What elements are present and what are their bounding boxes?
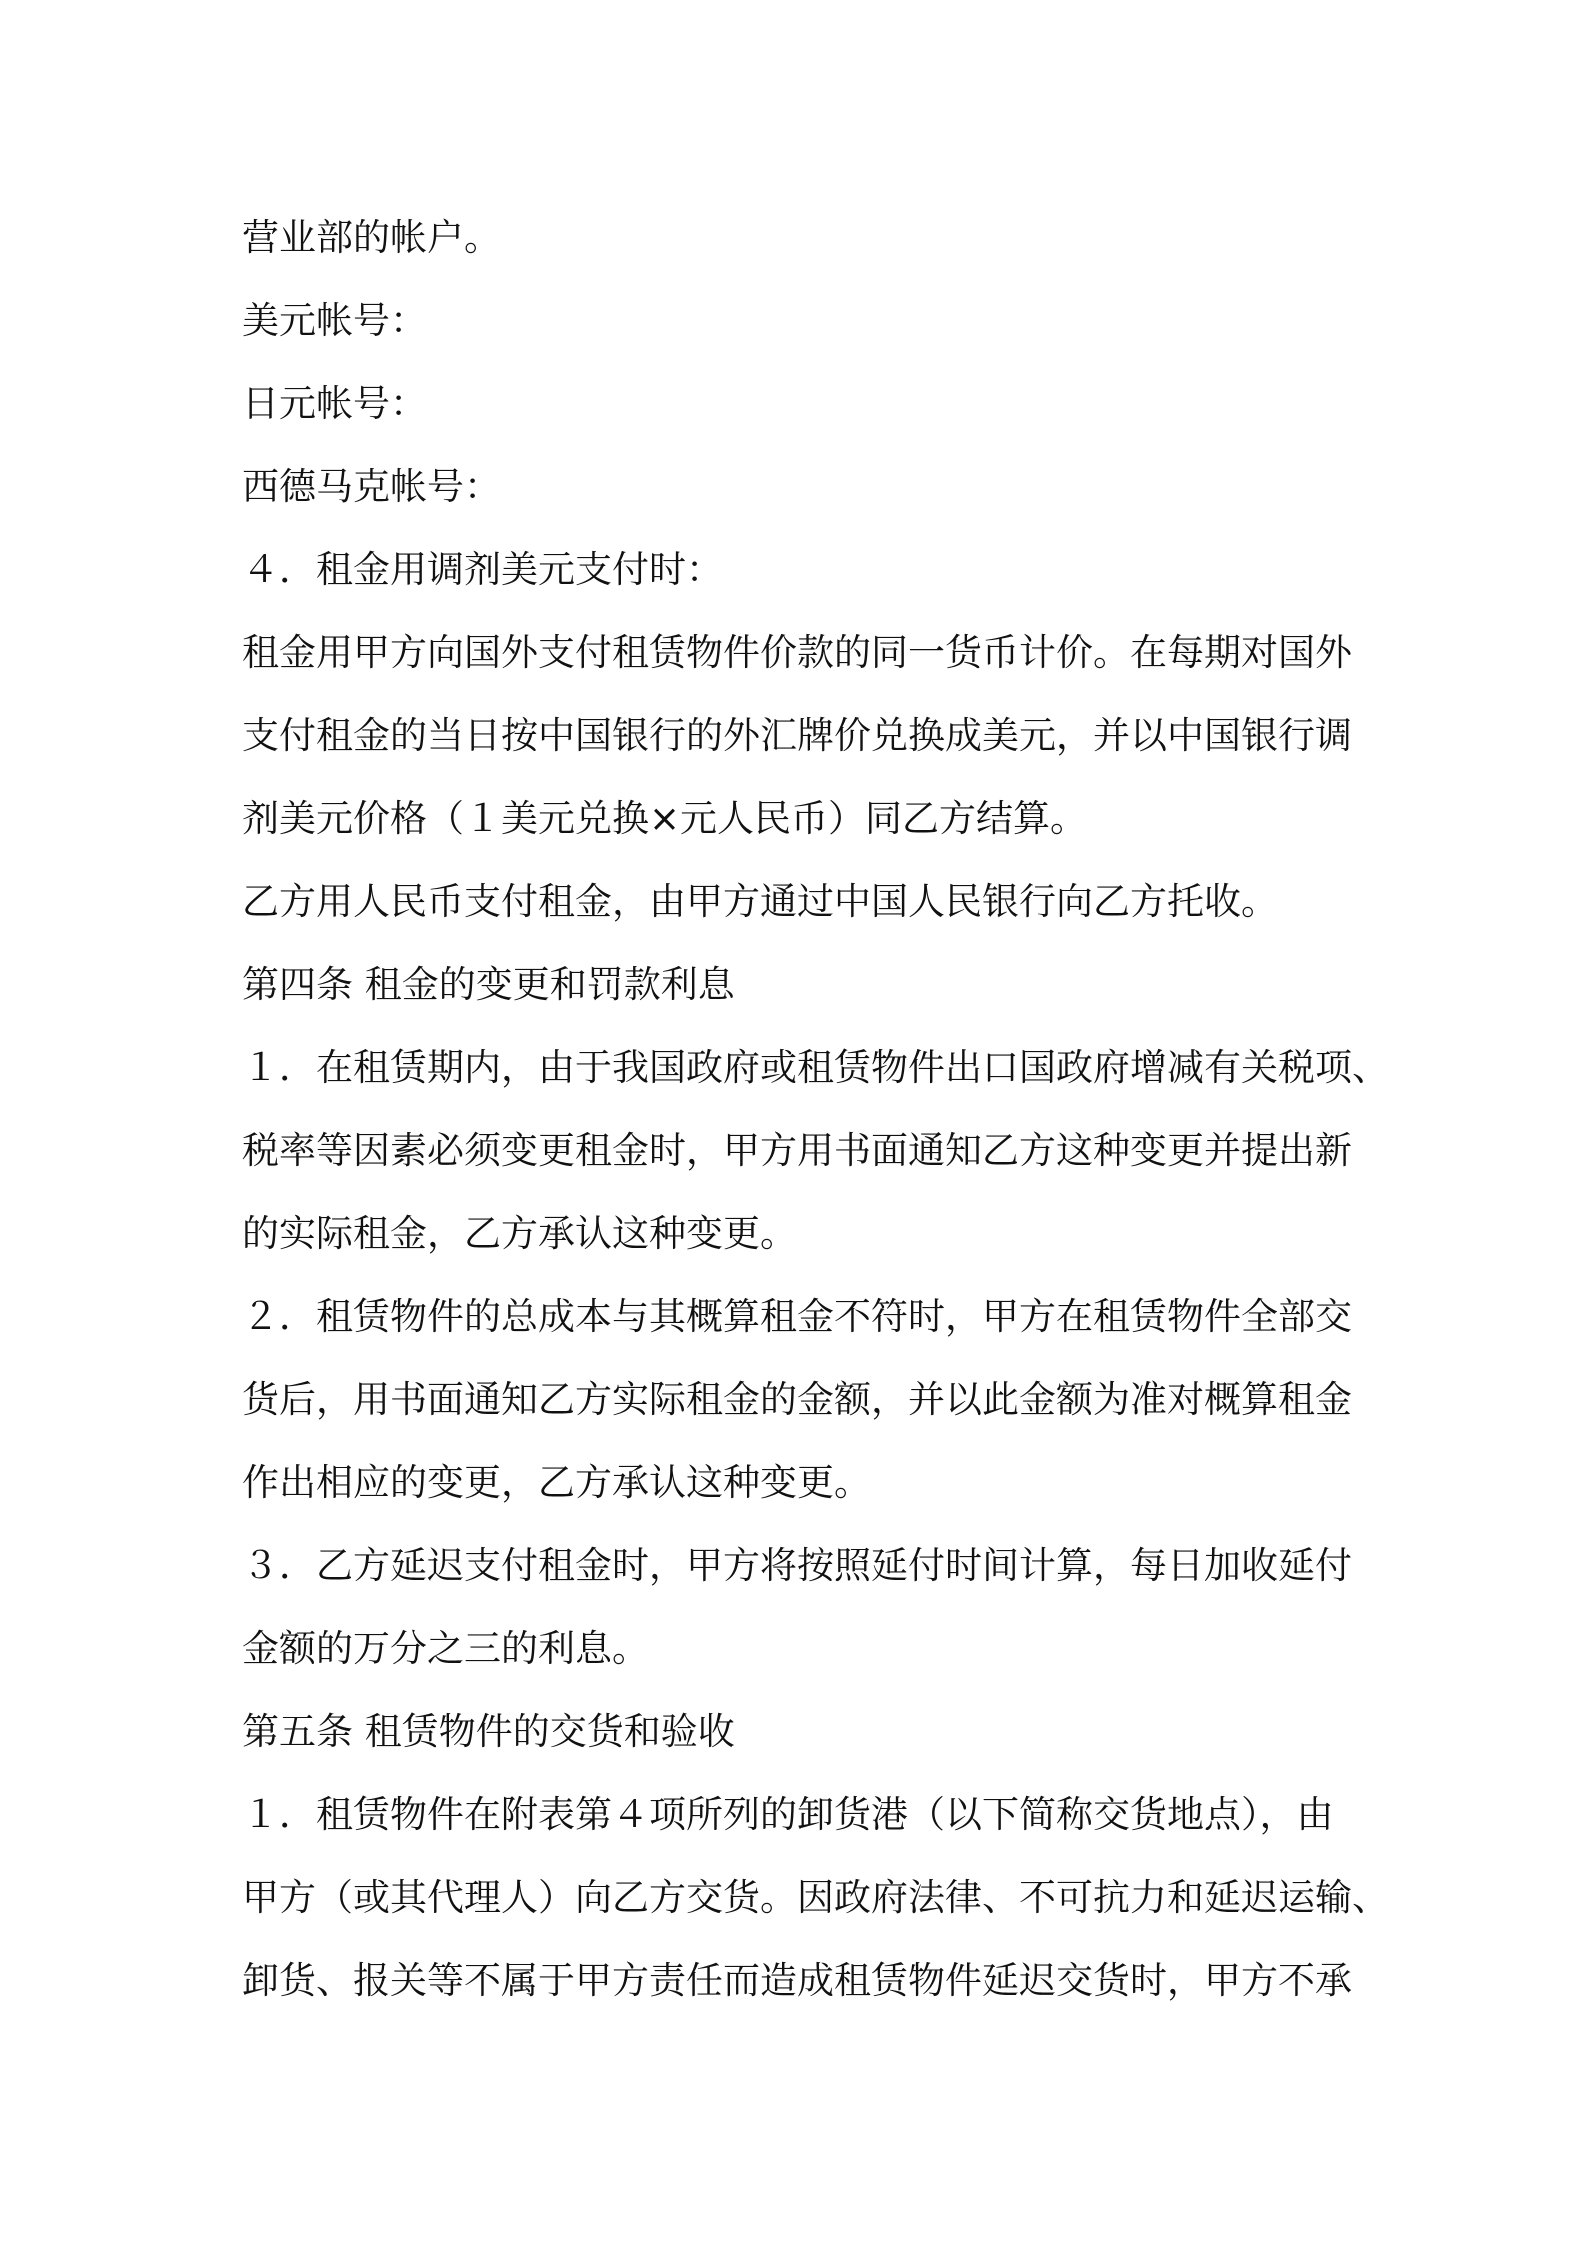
- section-heading: 第五条 租赁物件的交货和验收: [242, 1710, 735, 1753]
- text-line: 乙方用人民币支付租金，由甲方通过中国人民银行向乙方托收。: [242, 880, 1278, 923]
- text-line: ３．乙方延迟支付租金时，甲方将按照延付时间计算，每日加收延付: [242, 1544, 1352, 1587]
- text-line: 租金用甲方向国外支付租赁物件价款的同一货币计价。在每期对国外: [242, 631, 1352, 674]
- text-line: 西德马克帐号：: [242, 465, 501, 508]
- text-line: 金额的万分之三的利息。: [242, 1627, 649, 1670]
- text-line: 甲方（或其代理人）向乙方交货。因政府法律、不可抗力和延迟运输、: [242, 1876, 1389, 1919]
- text-line: 税率等因素必须变更租金时，甲方用书面通知乙方这种变更并提出新: [242, 1129, 1352, 1172]
- text-line: １．在租赁期内，由于我国政府或租赁物件出口国政府增减有关税项、: [242, 1046, 1389, 1089]
- text-line: ４．租金用调剂美元支付时：: [242, 548, 723, 591]
- text-line: 作出相应的变更，乙方承认这种变更。: [242, 1461, 871, 1504]
- text-line: 的实际租金，乙方承认这种变更。: [242, 1212, 797, 1255]
- text-line: 货后，用书面通知乙方实际租金的金额，并以此金额为准对概算租金: [242, 1378, 1352, 1421]
- text-line: ２．租赁物件的总成本与其概算租金不符时，甲方在租赁物件全部交: [242, 1295, 1352, 1338]
- text-line: 剂美元价格（１美元兑换×元人民币）同乙方结算。: [242, 797, 1088, 840]
- text-line: １．租赁物件在附表第４项所列的卸货港（以下简称交货地点），由: [242, 1793, 1334, 1836]
- text-line: 日元帐号：: [242, 382, 427, 425]
- text-line: 美元帐号：: [242, 299, 427, 342]
- section-heading: 第四条 租金的变更和罚款利息: [242, 963, 735, 1006]
- text-line: 营业部的帐户。: [242, 216, 501, 259]
- document-body: [242, 196, 1389, 2022]
- text-line: 支付租金的当日按中国银行的外汇牌价兑换成美元，并以中国银行调: [242, 714, 1352, 757]
- text-line: 卸货、报关等不属于甲方责任而造成租赁物件延迟交货时，甲方不承: [242, 1959, 1352, 2002]
